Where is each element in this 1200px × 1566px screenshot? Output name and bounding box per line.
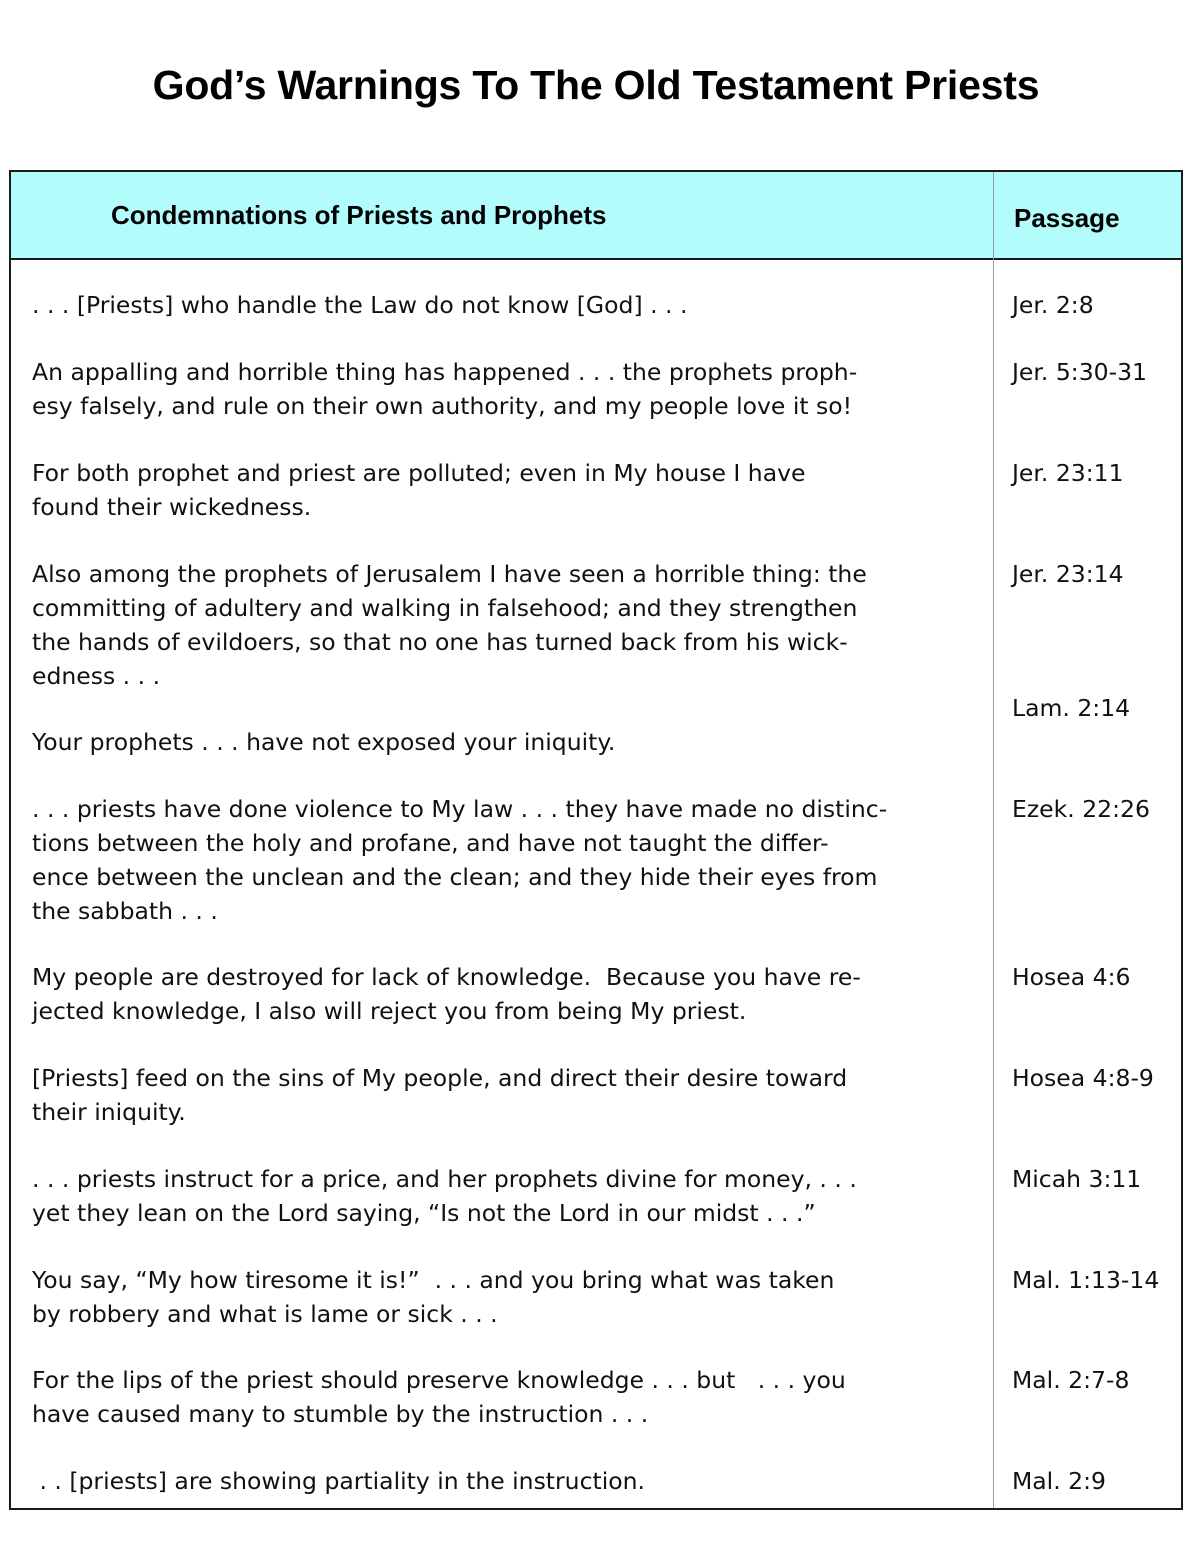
table-row-text: [Priests] feed on the sins of My people, and direct their desire toward their iniquity. <box>32 1064 848 1126</box>
table-row-text: . . [priests] are showing partiality in the instruction. <box>32 1467 645 1495</box>
table-row-passage: Hosea 4:6 <box>1012 963 1131 991</box>
table-row-text: An appalling and horrible thing has happened . . . the prophets proph- esy falsely, and rule on their own authority, and my people love it so! <box>32 358 858 420</box>
table-row-passage: Lam. 2:14 <box>1012 694 1131 722</box>
table-row-text: . . . [Priests] who handle the Law do not know [God] . . . <box>32 291 688 319</box>
table-header <box>11 172 1181 260</box>
header-condemnations: Condemnations of Priests and Prophets <box>111 200 607 230</box>
table-row-passage: Jer. 23:11 <box>1012 459 1124 487</box>
table-row-passage: Hosea 4:8-9 <box>1012 1064 1154 1092</box>
table-row-text: . . . priests instruct for a price, and her prophets divine for money, . . . yet they lean on the Lord saying, “Is not the Lord in our midst . . .” <box>32 1165 857 1227</box>
table-row-text: You say, “My how tiresome it is!” . . . and you bring what was taken by robbery and what is lame or sick . . . <box>32 1266 835 1328</box>
table-row-passage: Micah 3:11 <box>1012 1165 1142 1193</box>
column-divider <box>993 172 994 1508</box>
table-row-text: Your prophets . . . have not exposed your iniquity. <box>32 728 616 756</box>
table-row-passage: Mal. 2:9 <box>1012 1467 1106 1495</box>
table-row-text: Also among the prophets of Jerusalem I have seen a horrible thing: the committing of adultery and walking in falsehood; and they strengthen the hands of evildoers, so that no one has turned back from his wick- edness . . . <box>32 560 867 690</box>
table-row-passage: Mal. 1:13-14 <box>1012 1266 1160 1294</box>
header-passage: Passage <box>1014 203 1120 233</box>
table-row-passage: Jer. 23:14 <box>1012 560 1124 588</box>
table-row-text: For both prophet and priest are polluted; even in My house I have found their wickedness. <box>32 459 806 521</box>
table-row-text: For the lips of the priest should preserve knowledge . . . but . . . you have caused many to stumble by the instruction . . . <box>32 1366 846 1428</box>
table-row-passage: Mal. 2:7-8 <box>1012 1366 1130 1394</box>
table-row-text: My people are destroyed for lack of knowledge. Because you have re- jected knowledge, I also will reject you from being My priest. <box>32 963 861 1025</box>
table-row-text: . . . priests have done violence to My law . . . they have made no distinc- tions between the holy and profane, and have not taught the differ- ence between the unclean and the clean; and they hide their eyes from the sabbath . . . <box>32 795 888 925</box>
table-row-passage: Ezek. 22:26 <box>1012 795 1150 823</box>
table-row-passage: Jer. 5:30-31 <box>1012 358 1147 386</box>
table-row-passage: Jer. 2:8 <box>1012 291 1094 319</box>
page-title: God’s Warnings To The Old Testament Priests <box>152 62 1040 108</box>
